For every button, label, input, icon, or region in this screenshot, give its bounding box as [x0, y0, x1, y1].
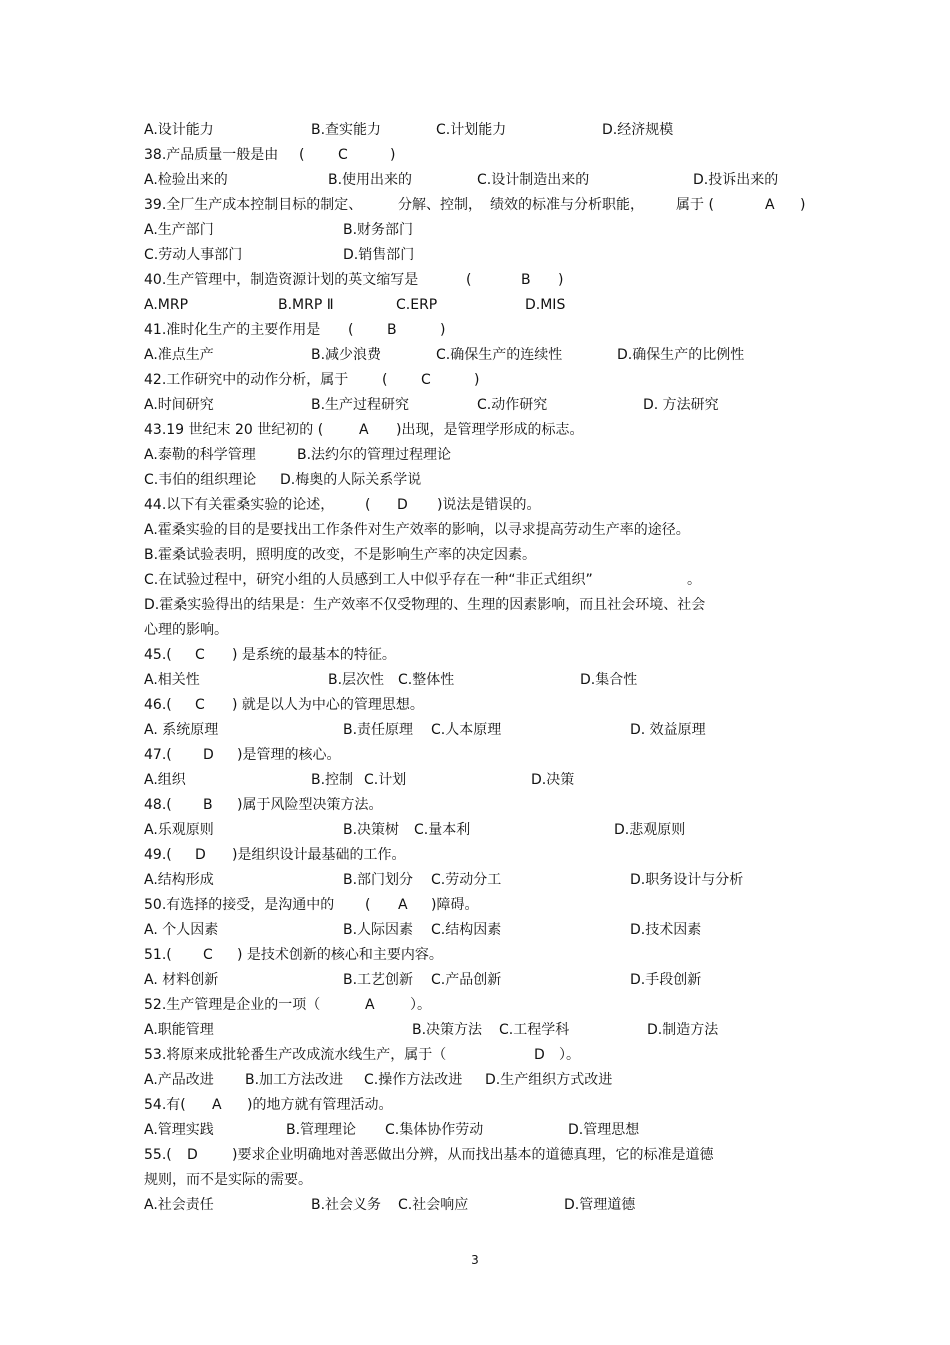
question-text: 43.19 世纪末 20 世纪初的 ( [144, 422, 324, 438]
option-d: D.悲观原则 [614, 822, 686, 838]
option-d: D.技术因素 [630, 922, 702, 938]
option-a: A.管理实践 [144, 1122, 214, 1138]
answer: B [521, 272, 531, 288]
option-d: D.销售部门 [343, 247, 415, 263]
question-text: 46.( [144, 697, 172, 713]
option-a: A. 材料创新 [144, 972, 219, 988]
option-a: A.检验出来的 [144, 172, 228, 188]
option-a: A.相关性 [144, 672, 200, 688]
answer: A [212, 1097, 222, 1113]
question-text: 规则，而不是实际的需要。 [144, 1172, 312, 1188]
option-b: B.生产过程研究 [311, 397, 410, 413]
answer: C [338, 147, 348, 163]
option-b: B.工艺创新 [343, 972, 414, 988]
option-c: C.量本利 [414, 822, 471, 838]
option-text: A.霍桑实验的目的是要找出工作条件对生产效率的影响，以寻求提高劳动生产率的途径。 [144, 522, 690, 538]
answer: D [195, 847, 206, 863]
option-d: D.管理道德 [564, 1197, 636, 1213]
option-d: D.集合性 [580, 672, 638, 688]
answer: A [365, 997, 375, 1013]
question-text-2: )是组织设计最基础的工作。 [232, 847, 406, 863]
question-text-2: ）。 [410, 997, 431, 1013]
option-c: C.ERP [396, 297, 438, 313]
answer: A [359, 422, 369, 438]
option-a: A.MRP [144, 297, 189, 313]
option-a: A.结构形成 [144, 872, 214, 888]
option-c: C.人本原理 [431, 722, 502, 738]
paren-open: ( [365, 897, 371, 913]
question-text: 55.( [144, 1147, 172, 1163]
question-text-3: 绩效的标准与分析职能， [490, 197, 644, 213]
question-text: 50.有选择的接受，是沟通中的 [144, 897, 335, 913]
question-text: 40.生产管理中，制造资源计划的英文缩写是 [144, 272, 419, 288]
option-d: D.梅奥的人际关系学说 [280, 472, 422, 488]
answer: C [195, 697, 205, 713]
option-b: B.管理理论 [286, 1122, 357, 1138]
option-text: B.霍桑试验表明，照明度的改变，不是影响生产率的决定因素。 [144, 547, 537, 563]
answer: C [195, 647, 205, 663]
option-c: C.劳动人事部门 [144, 247, 243, 263]
question-text-2: ）。 [559, 1047, 580, 1063]
paren-close: ) [390, 147, 396, 163]
option-d: D.MIS [525, 297, 566, 313]
answer: A [765, 197, 775, 213]
answer: B [387, 322, 397, 338]
page-number: 3 [471, 1253, 479, 1267]
question-text-2: )的地方就有管理活动。 [247, 1097, 393, 1113]
option-b: B.MRP Ⅱ [278, 297, 334, 313]
paren-close: ) [474, 372, 480, 388]
question-text-2: )是管理的核心。 [237, 747, 341, 763]
question-text: 48.( [144, 797, 172, 813]
option-a: A.组织 [144, 772, 186, 788]
option-b: B.减少浪费 [311, 347, 382, 363]
option-text: 心理的影响。 [144, 622, 228, 638]
option-c: C.计划能力 [436, 122, 507, 138]
question-text: 53.将原来成批轮番生产改成流水线生产，属于（ [144, 1047, 447, 1063]
option-c: C.设计制造出来的 [477, 172, 590, 188]
answer: D [534, 1047, 545, 1063]
option-a: A.准点生产 [144, 347, 214, 363]
answer: C [421, 372, 431, 388]
option-b: B.决策方法 [412, 1022, 483, 1038]
option-b: B.控制 [311, 772, 354, 788]
option-c: C.操作方法改进 [364, 1072, 463, 1088]
option-b: B.部门划分 [343, 872, 414, 888]
option-c: C.计划 [364, 772, 407, 788]
option-d: D.投诉出来的 [693, 172, 779, 188]
option-c: C.劳动分工 [431, 872, 502, 888]
question-text: 54.有( [144, 1097, 186, 1113]
paren-close: ) [440, 322, 446, 338]
question-text: 52.生产管理是企业的一项（ [144, 997, 321, 1013]
option-b: B.社会义务 [311, 1197, 382, 1213]
option-b: B.决策树 [343, 822, 400, 838]
option-d: D. 方法研究 [643, 397, 719, 413]
option-b: B.责任原理 [343, 722, 414, 738]
answer: C [203, 947, 213, 963]
option-b: B.法约尔的管理过程理论 [297, 447, 452, 463]
option-c: C.社会响应 [398, 1197, 469, 1213]
question-text: 45.( [144, 647, 172, 663]
question-text: 49.( [144, 847, 172, 863]
option-c: C.韦伯的组织理论 [144, 472, 257, 488]
question-text: 38.产品质量一般是由 [144, 147, 279, 163]
answer: D [397, 497, 408, 513]
answer: A [398, 897, 408, 913]
option-a: A.生产部门 [144, 222, 214, 238]
option-d: D.职务设计与分析 [630, 872, 744, 888]
option-b: B.层次性 [328, 672, 385, 688]
option-d: D.管理思想 [568, 1122, 640, 1138]
question-text: 44.以下有关霍桑实验的论述， [144, 497, 335, 513]
option-d: D.制造方法 [647, 1022, 719, 1038]
option-text: C.在试验过程中，研究小组的人员感到工人中似乎存在一种“非正式组织” [144, 572, 593, 588]
option-b: B.使用出来的 [328, 172, 413, 188]
option-a: A.时间研究 [144, 397, 214, 413]
question-text-2: 分解、控制， [398, 197, 482, 213]
option-a: A.职能管理 [144, 1022, 214, 1038]
paren-open: ( [348, 322, 354, 338]
question-text-2: )障碍。 [431, 897, 479, 913]
option-c: C.集体协作劳动 [385, 1122, 484, 1138]
option-b: B.财务部门 [343, 222, 414, 238]
question-text-4: 属于 ( [676, 197, 714, 213]
option-a: A.泰勒的科学管理 [144, 447, 256, 463]
option-a: A.设计能力 [144, 122, 214, 138]
paren-open: ( [365, 497, 371, 513]
option-d: D.决策 [531, 772, 575, 788]
question-text-2: )属于风险型决策方法。 [237, 797, 383, 813]
question-text: 39.全厂生产成本控制目标的制定、 [144, 197, 363, 213]
option-text-end: 。 [687, 572, 701, 588]
option-a: A. 系统原理 [144, 722, 219, 738]
option-a: A.社会责任 [144, 1197, 214, 1213]
option-d: D.经济规模 [602, 122, 674, 138]
option-c: C.工程学科 [499, 1022, 570, 1038]
option-a: A.产品改进 [144, 1072, 214, 1088]
option-b: B.加工方法改进 [245, 1072, 344, 1088]
question-text: 41.准时化生产的主要作用是 [144, 322, 321, 338]
question-text-2: ) 是技术创新的核心和主要内容。 [237, 947, 443, 963]
option-d: D.手段创新 [630, 972, 702, 988]
option-c: C.结构因素 [431, 922, 502, 938]
paren-open: ( [382, 372, 388, 388]
answer: B [203, 797, 213, 813]
answer: D [203, 747, 214, 763]
option-d: D. 效益原理 [630, 722, 706, 738]
option-a: A.乐观原则 [144, 822, 214, 838]
question-text: 47.( [144, 747, 172, 763]
question-text: 51.( [144, 947, 172, 963]
option-b: B.人际因素 [343, 922, 414, 938]
option-b: B.查实能力 [311, 122, 382, 138]
answer: D [187, 1147, 198, 1163]
question-text-2: ) 是系统的最基本的特征。 [232, 647, 396, 663]
paren-close: ) [558, 272, 564, 288]
question-text: 42.工作研究中的动作分析，属于 [144, 372, 349, 388]
paren-open: ( [466, 272, 472, 288]
question-text-2: )出现，是管理学形成的标志。 [396, 422, 584, 438]
paren-open: ( [299, 147, 305, 163]
question-text-2: )要求企业明确地对善恶做出分辨，从而找出基本的道德真理，它的标准是道德 [232, 1147, 714, 1163]
question-text-2: ) 就是以人为中心的管理思想。 [232, 697, 424, 713]
option-text: D.霍桑实验得出的结果是：生产效率不仅受物理的、生理的因素影响，而且社会环境、社会 [144, 597, 706, 613]
option-c: C.动作研究 [477, 397, 548, 413]
option-c: C.确保生产的连续性 [436, 347, 563, 363]
option-c: C.整体性 [398, 672, 455, 688]
option-d: D.生产组织方式改进 [485, 1072, 613, 1088]
option-a: A. 个人因素 [144, 922, 219, 938]
question-text-2: )说法是错误的。 [437, 497, 541, 513]
option-d: D.确保生产的比例性 [617, 347, 745, 363]
paren-close: ) [800, 197, 806, 213]
option-c: C.产品创新 [431, 972, 502, 988]
